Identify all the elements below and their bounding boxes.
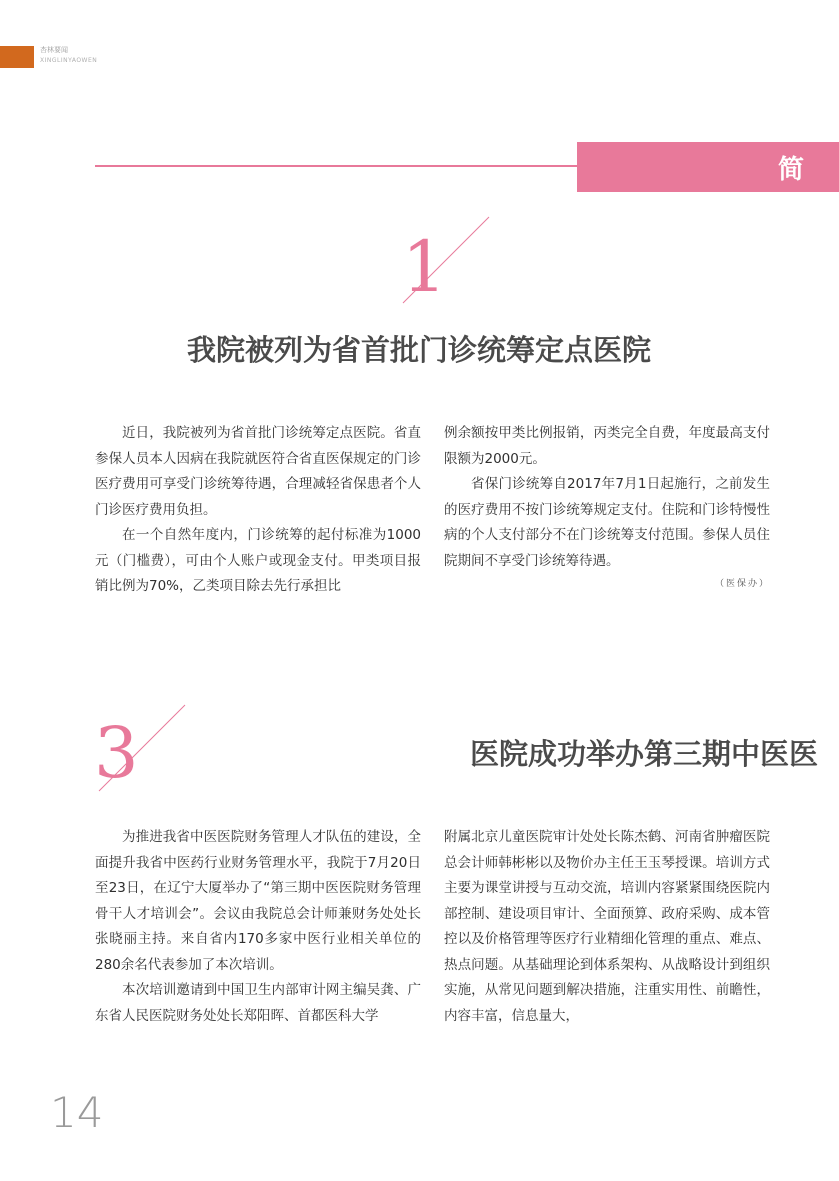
article-1-title: 我院被列为省首批门诊统筹定点医院 <box>187 333 652 367</box>
magazine-name-en: XINGLINYAOWEN <box>40 57 98 64</box>
section-tag: 简 <box>577 142 839 192</box>
article-3-left-column <box>95 825 421 1029</box>
article-3-title: 医院成功举办第三期中医医 <box>470 737 819 771</box>
page-number: 14 <box>50 1088 104 1137</box>
article-3-number: 3 <box>94 712 139 794</box>
article-3-paragraph: 附属北京儿童医院审计处处长陈杰鹤、河南省肿瘤医院总会计师韩彬彬以及物价办主任王玉琴授课。培训方式主要为课堂讲授与互动交流，培训内容紧紧围绕医院内部控制、建设项目审计、全面预算、政府采购、成本管控以及价格管理等医疗行业精细化管理的重点、难点、热点问题。从基础理论到体系架构、从战略设计到组织实施，从常见问题到解决措施，注重实用性、前瞻性，内容丰富，信息量大， <box>444 829 770 1024</box>
article-1-paragraph: 省保门诊统筹自2017年7月1日起施行，之前发生的医疗费用不按门诊统筹规定支付。住院和门诊特慢性病的个人支付部分不在门诊统筹支付范围。参保人员住院期间不享受门诊统筹待遇。 <box>444 476 770 569</box>
magazine-name: 杏林要闻 <box>40 46 68 54</box>
article-1-right-column <box>444 421 770 574</box>
article-1-left-column <box>95 421 421 600</box>
article-3-paragraph: 为推进我省中医医院财务管理人才队伍的建设，全面提升我省中医药行业财务管理水平，我院于7月20日至23日，在辽宁大厦举办了“第三期中医医院财务管理骨干人才培训会”。会议由我院总会计师兼财务处处长张晓丽主持。来自省内170多家中医行业相关单位的280余名代表参加了本次培训。 <box>95 829 421 973</box>
section-rule <box>95 165 577 167</box>
article-3-paragraph: 本次培训邀请到中国卫生内部审计网主编吴龚、广东省人民医院财务处处长郑阳晖、首都医科大学 <box>95 982 421 1024</box>
article-3-right-column <box>444 825 770 1029</box>
article-1-source: （医保办） <box>715 579 771 589</box>
article-1-paragraph: 近日，我院被列为省首批门诊统筹定点医院。省直参保人员本人因病在我院就医符合省直医保规定的门诊医疗费用可享受门诊统筹待遇，合理减轻省保患者个人门诊医疗费用负担。 <box>95 425 421 518</box>
article-1-number: 1 <box>402 226 447 308</box>
article-1-paragraph: 在一个自然年度内，门诊统筹的起付标准为1000元（门槛费），可由个人账户或现金支付。甲类项目报销比例为70%，乙类项目除去先行承担比 <box>95 527 421 594</box>
header-color-tab <box>0 46 34 68</box>
article-1-paragraph: 例余额按甲类比例报销，丙类完全自费，年度最高支付限额为2000元。 <box>444 425 770 467</box>
